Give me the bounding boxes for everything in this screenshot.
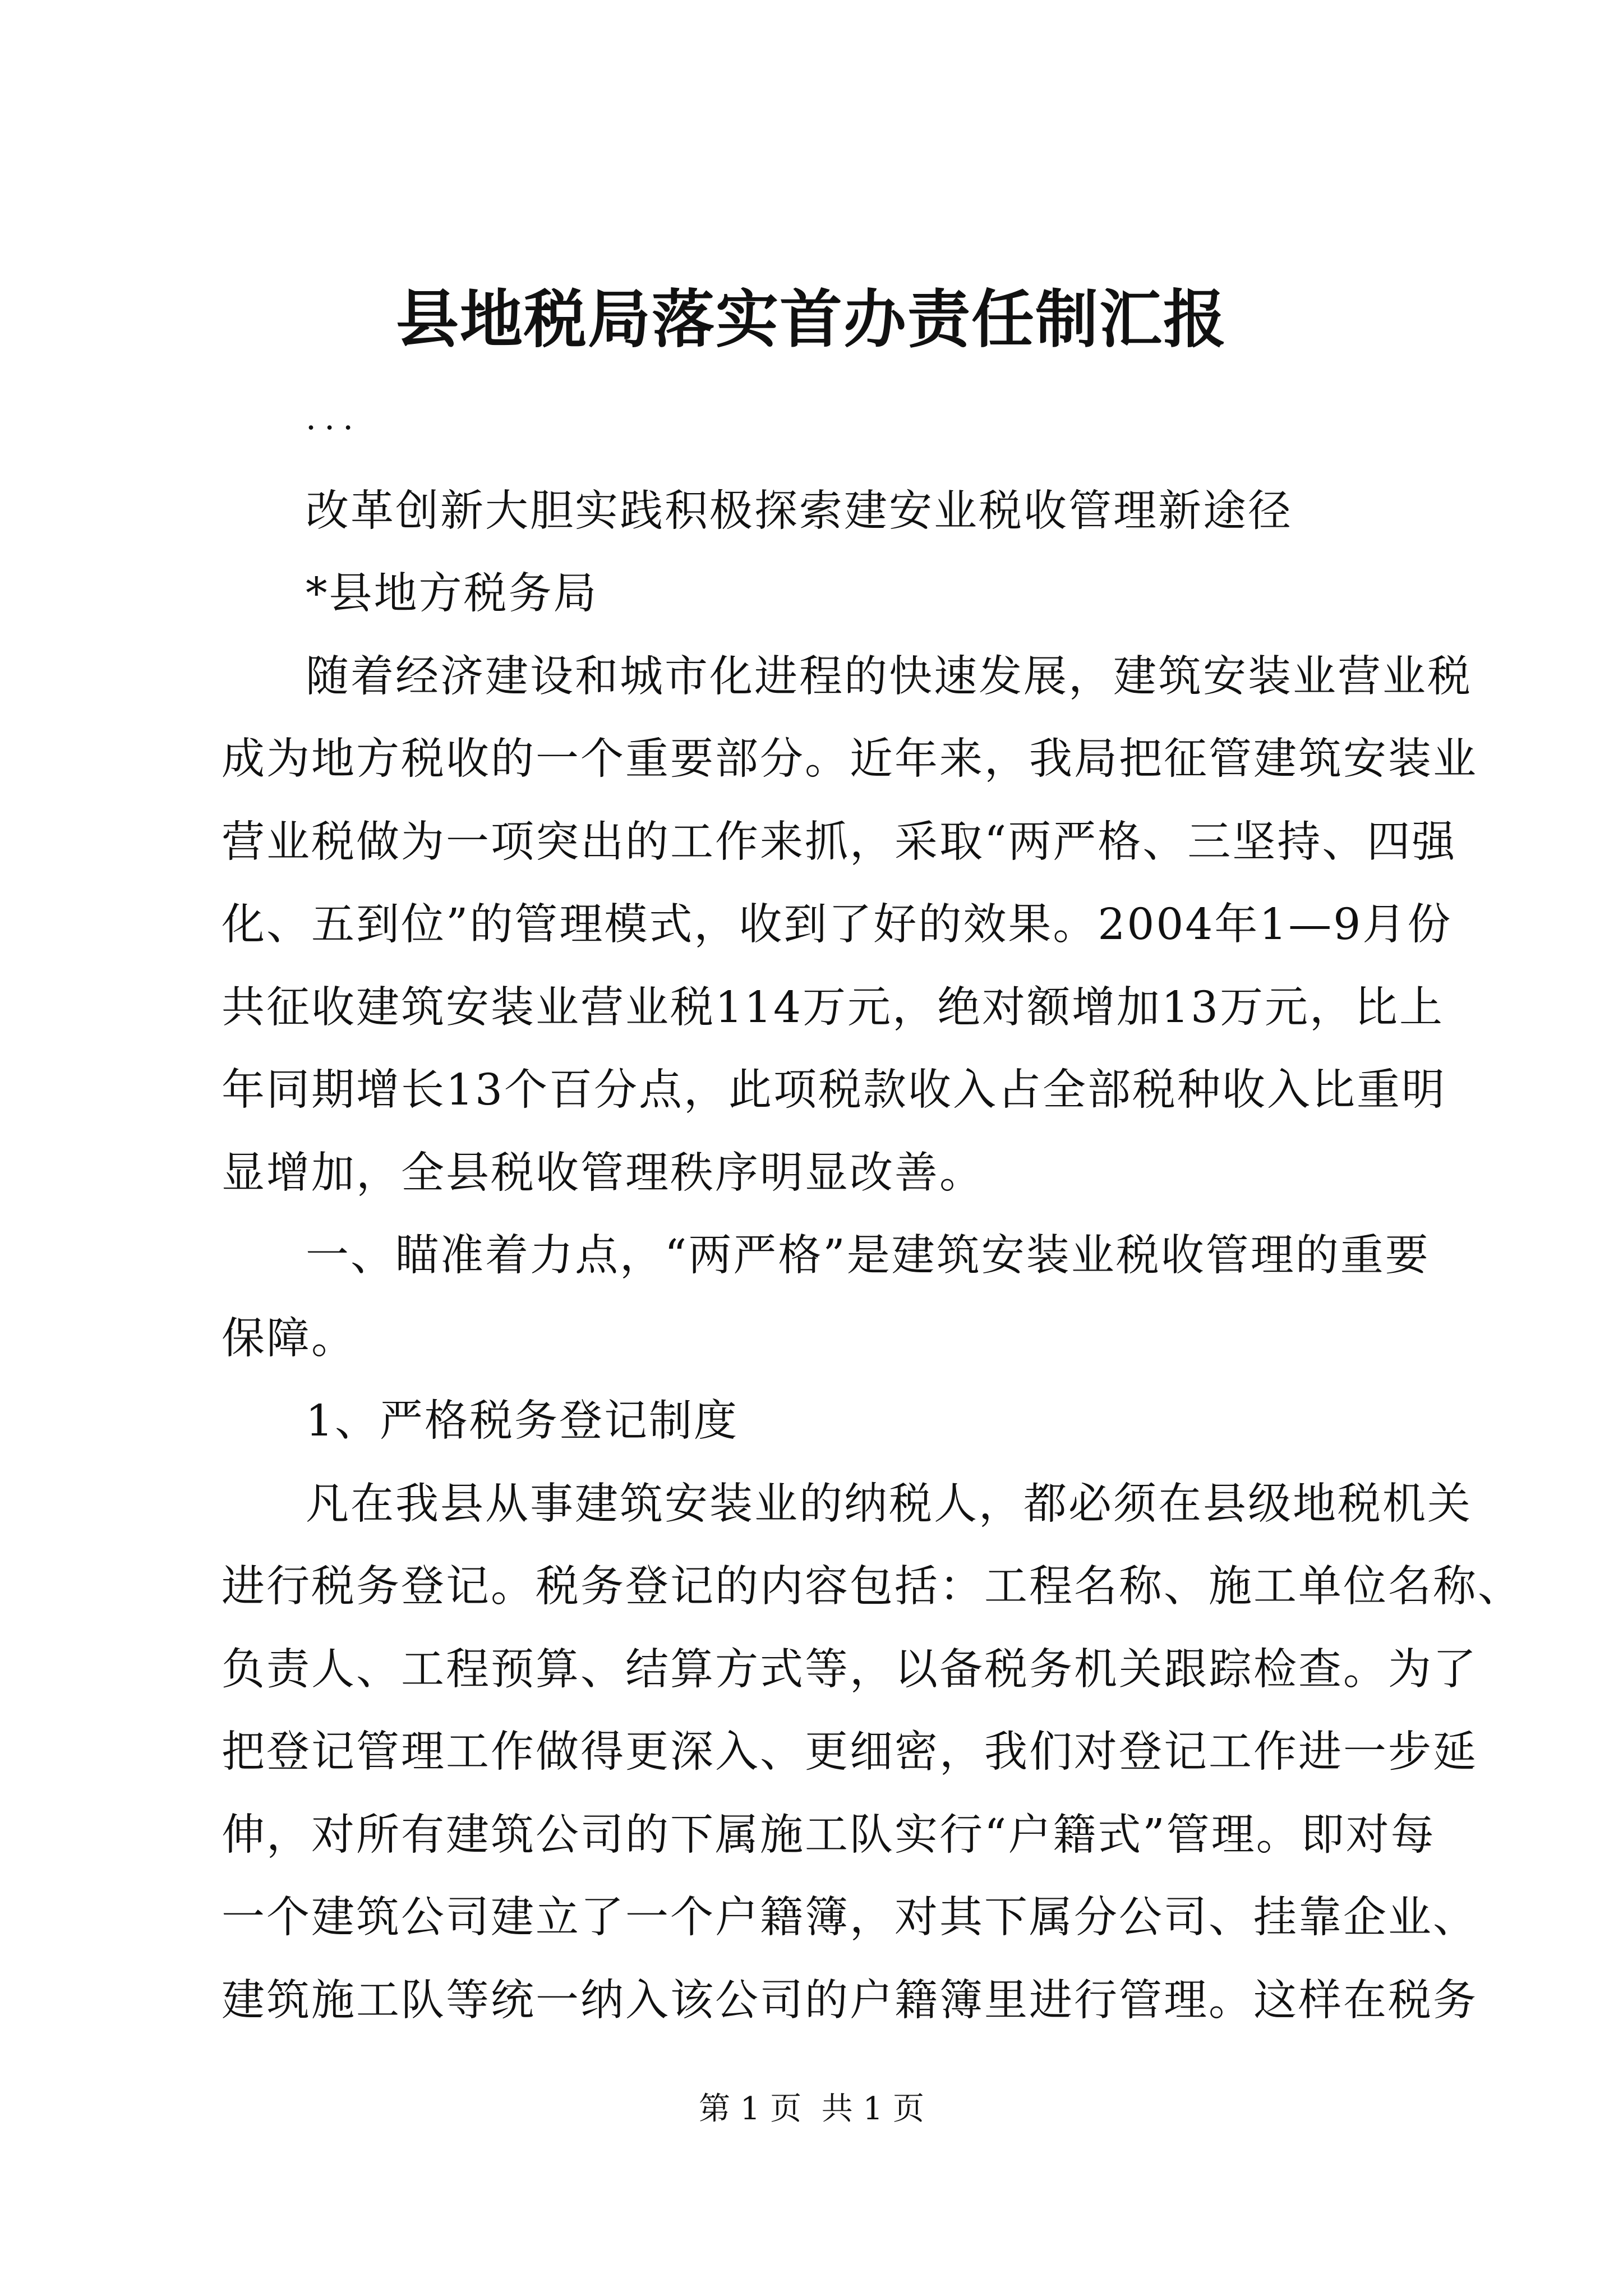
paragraph-line: 营业税做为一项突出的工作来抓，采取“两严格、三坚持、四强 [222, 817, 1457, 867]
paragraph-line: 伸，对所有建筑公司的下属施工队实行“户籍式”管理。即对每 [222, 1810, 1436, 1860]
section-heading-line: 一、瞄准着力点，“两严格”是建筑安装业税收管理的重要 [306, 1231, 1430, 1281]
document-body [222, 387, 1523, 2042]
author-line: *县地方税务局 [306, 569, 598, 619]
subsection-heading: 1、严格税务登记制度 [306, 1396, 739, 1446]
paragraph-line: 化、五到位”的管理模式，收到了好的效果。2004年1—9月份 [222, 900, 1453, 950]
paragraph-line: 随着经济建设和城市化进程的快速发展，建筑安装业营业税 [306, 651, 1472, 702]
paragraph-line: 显增加，全县税收管理秩序明显改善。 [222, 1148, 984, 1198]
paragraph-line: 把登记管理工作做得更深入、更细密，我们对登记工作进一步延 [222, 1727, 1478, 1777]
paragraph-line: 进行税务登记。税务登记的内容包括：工程名称、施工单位名称、 [222, 1562, 1523, 1612]
document-title: 县地税局落实首办责任制汇报 [396, 283, 1227, 356]
section-heading-line: 保障。 [222, 1313, 356, 1364]
paragraph-line: 年同期增长13个百分点，此项税款收入占全部税种收入比重明 [222, 1065, 1446, 1115]
paragraph-line: 成为地方税收的一个重要部分。近年来，我局把征管建筑安装业 [222, 734, 1478, 784]
paragraph-line: 建筑施工队等统一纳入该公司的户籍簿里进行管理。这样在税务 [222, 1975, 1478, 2026]
paragraph-line: 凡在我县从事建筑安装业的纳税人，都必须在县级地税机关 [306, 1479, 1472, 1529]
subtitle-line: 改革创新大胆实践积极探索建安业税收管理新途径 [306, 486, 1293, 536]
ellipsis-line: ··· [306, 408, 362, 448]
page-footer: 第 1 页 共 1 页 [698, 2091, 925, 2127]
paragraph-line: 共征收建筑安装业营业税114万元，绝对额增加13万元，比上 [222, 982, 1444, 1033]
paragraph-line: 负责人、工程预算、结算方式等，以备税务机关跟踪检查。为了 [222, 1644, 1478, 1695]
paragraph-line: 一个建筑公司建立了一个户籍簿，对其下属分公司、挂靠企业、 [222, 1893, 1478, 1943]
